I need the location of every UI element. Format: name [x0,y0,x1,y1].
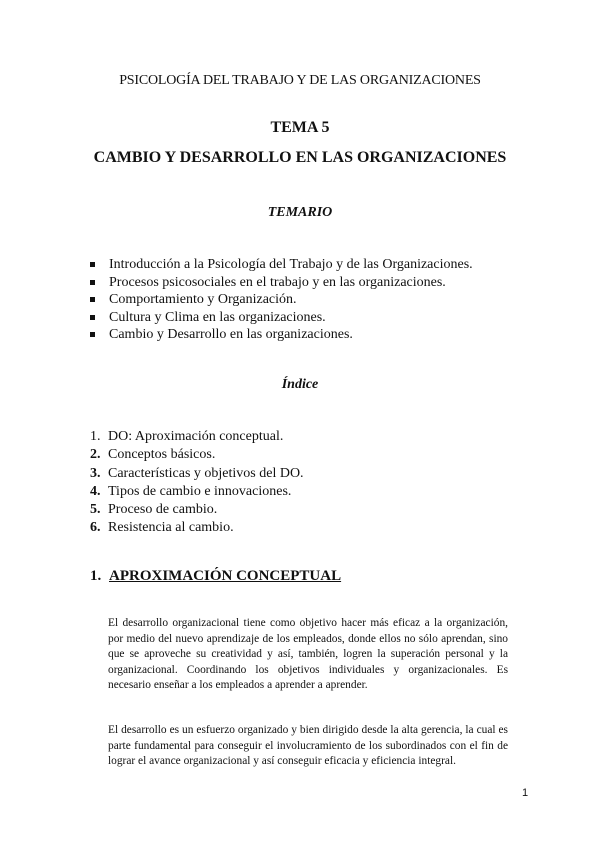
index-list [90,428,304,538]
index-item: 6. Resistencia al cambio. [90,520,234,536]
bullet-square-icon [90,262,95,267]
section-heading [90,568,341,585]
temario-item: Cultura y Clima en las organizaciones. [90,309,473,327]
bullet-square-icon [90,332,95,337]
index-item: 4. Tipos de cambio e innovaciones. [90,483,292,499]
temario-item: Cambio y Desarrollo en las organizaciones. [90,326,473,344]
temario-item: Introducción a la Psicología del Trabajo y de las Organizaciones. [90,256,473,274]
bullet-square-icon [90,315,95,320]
temario-list [90,256,473,344]
section-number: 1. [90,568,102,584]
course-header: PSICOLOGÍA DEL TRABAJO Y DE LAS ORGANIZACIONES [119,73,481,88]
tema-number: TEMA 5 [270,119,330,136]
index-item: 1. DO: Aproximación conceptual. [90,429,284,444]
index-item: 5. Proceso de cambio. [90,502,218,518]
bullet-square-icon [90,280,95,285]
document-title: CAMBIO Y DESARROLLO EN LAS ORGANIZACIONES [93,149,507,166]
body-paragraph: El desarrollo es un esfuerzo organizado y bien dirigido desde la alta gerencia, la cual es parte fundamental para conseguir el involucramiento de los subordinados con el fin de lograr el avance organizacional y así conseguir eficacia y eficiencia integral. [108,724,508,768]
bullet-square-icon [90,297,95,302]
page-number: 1 [522,787,529,799]
body-paragraph: El desarrollo organizacional tiene como objetivo hacer más eficaz a la organización, por medio del nuevo aprendizaje de los empleados, donde ellos no sólo aprendan, sino que se aproveche su creatividad y así, también, logren la superación personal y la organizacional. Coordinando los objetivos individuales y organizacionales. Es necesario enseñar a los empleados a aprender a aprender. [108,617,508,692]
temario-item: Procesos psicosociales en el trabajo y en las organizaciones. [90,274,473,292]
index-item: 2. Conceptos básicos. [90,447,216,463]
section-title: APROXIMACIÓN CONCEPTUAL [109,568,342,584]
indice-heading: Índice [281,377,319,392]
temario-heading: TEMARIO [267,205,333,220]
temario-item: Comportamiento y Organización. [90,291,473,309]
index-item: 3. Características y objetivos del DO. [90,465,304,481]
